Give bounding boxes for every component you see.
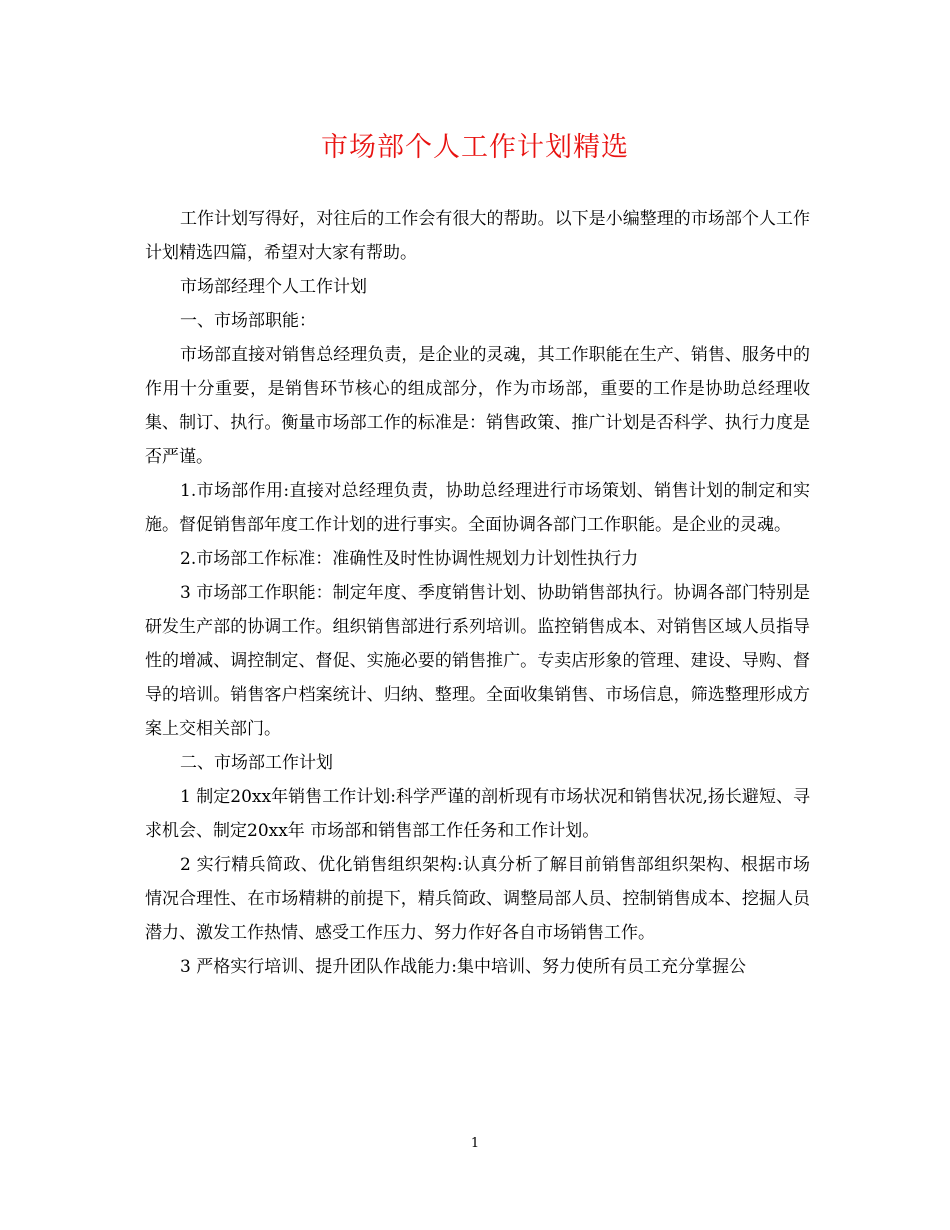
paragraph-functions-detail: 市场部直接对销售总经理负责，是企业的灵魂，其工作职能在生产、销售、服务中的作用十分重要，是销售环节核心的组成部分，作为市场部，重要的工作是协助总经理收集、制订、执行。衡量市场部工作的标准是：销售政策、推广计划是否科学、执行力度是否严谨。 <box>145 345 810 467</box>
paragraph-plan-3: 3 严格实行培训、提升团队作战能力:集中培训、努力使所有员工充分掌握公 <box>180 957 746 977</box>
paragraph-heading-functions: 一、市场部职能： <box>180 311 316 331</box>
paragraph-section-heading: 市场部经理个人工作计划 <box>180 277 367 297</box>
paragraph-plan-2: 2 实行精兵简政、优化销售组织架构:认真分析了解目前销售部组织架构、根据市场情况合理性、在市场精耕的前提下，精兵简政、调整局部人员、控制销售成本、挖掘人员潜力、激发工作热情、感受工作压力、努力作好各自市场销售工作。 <box>145 855 810 943</box>
paragraph-heading-plan: 二、市场部工作计划 <box>180 753 333 773</box>
paragraph-item-3: 3 市场部工作职能：制定年度、季度销售计划、协助销售部执行。协调各部门特别是研发生产部的协调工作。组织销售部进行系列培训。监控销售成本、对销售区域人员指导性的增减、调控制定、督促、实施必要的销售推广。专卖店形象的管理、建设、导购、督导的培训。销售客户档案统计、归纳、整理。全面收集销售、市场信息，筛选整理形成方案上交相关部门。 <box>145 583 810 739</box>
paragraph-plan-1: 1 制定20xx年销售工作计划:科学严谨的剖析现有市场状况和销售状况,扬长避短、寻求机会、制定20xx年 市场部和销售部工作任务和工作计划。 <box>145 787 810 841</box>
paragraph-item-1: 1.市场部作用:直接对总经理负责，协助总经理进行市场策划、销售计划的制定和实施。督促销售部年度工作计划的进行事实。全面协调各部门工作职能。是企业的灵魂。 <box>145 481 810 535</box>
document-title: 市场部个人工作计划精选 <box>321 132 629 163</box>
paragraph-intro: 工作计划写得好，对往后的工作会有很大的帮助。以下是小编整理的市场部个人工作计划精选四篇，希望对大家有帮助。 <box>145 209 810 263</box>
page-number: 1 <box>470 1136 480 1151</box>
document-body <box>145 202 810 984</box>
paragraph-item-2: 2.市场部工作标准：准确性及时性协调性规划力计划性执行力 <box>180 549 639 569</box>
